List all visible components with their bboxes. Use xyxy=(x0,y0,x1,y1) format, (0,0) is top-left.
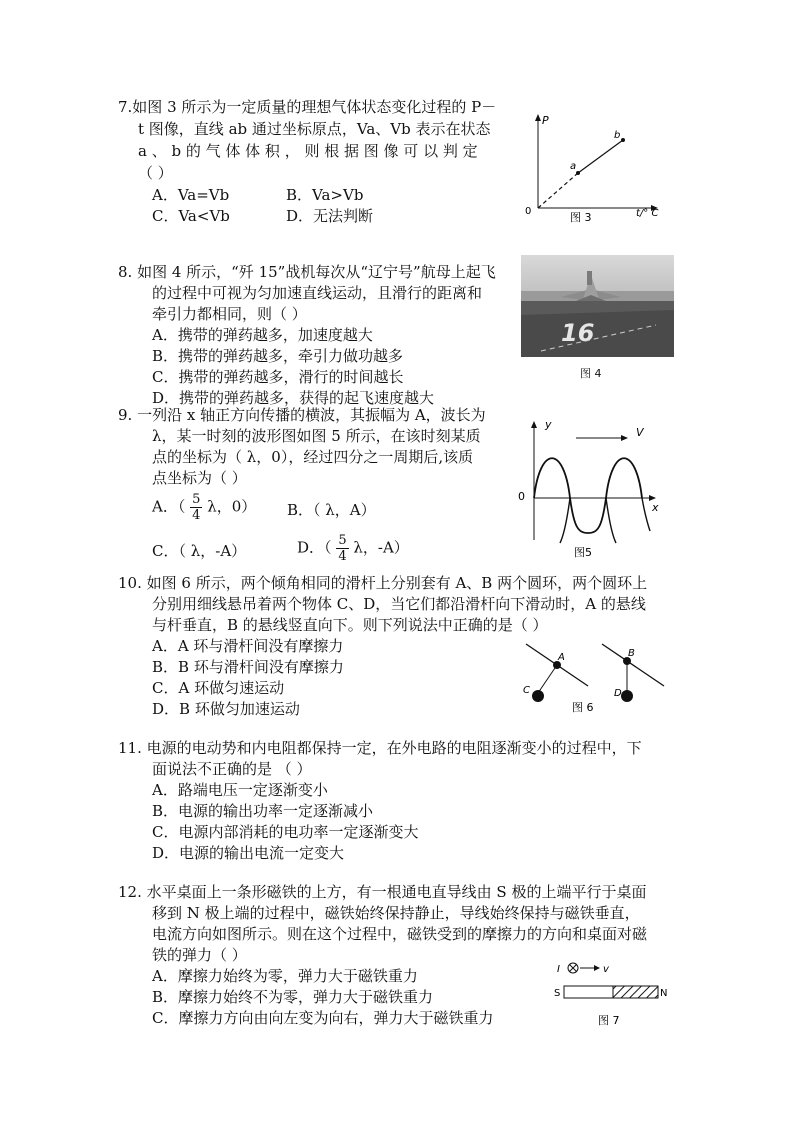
ring-b-label: B xyxy=(628,648,635,659)
fraction-5-over-4: $\frac{5}{4}$ xyxy=(192,492,201,523)
q11-option-a: A．路端电压一定逐渐变小 xyxy=(152,781,328,799)
q12-line-3: 电流方向如图所示。则在这个过程中，磁铁受到的摩擦力的方向和桌面对磁 xyxy=(152,925,648,943)
origin-label: 0 xyxy=(525,206,532,217)
q7-option-d: D．无法判断 xyxy=(286,207,374,225)
deck-number-marking: 16 xyxy=(561,319,595,347)
q11-line-1: 11. 电源的电动势和内电阻都保持一定，在外电路的电阻逐渐变小的过程中，下 xyxy=(118,739,642,757)
point-a xyxy=(576,171,580,175)
fraction-5-over-4: $\frac{5}{4}$ xyxy=(338,533,347,564)
figure-6-sliding-rings xyxy=(520,638,670,718)
magnet-n-half xyxy=(613,986,658,998)
q8-line-1: 8. 如图 4 所示，“歼 15”战机每次从“辽宁号”航母上起飞 xyxy=(118,263,496,281)
object-d xyxy=(621,690,633,702)
q10-option-b: B．B 环与滑杆间没有摩擦力 xyxy=(152,658,344,676)
current-label: I xyxy=(557,964,560,975)
figure-3-pt-graph xyxy=(518,110,678,225)
q8-line-3: 牵引力都相同，则（ ） xyxy=(152,305,307,323)
q11-option-c: C．电源内部消耗的电功率一定逐渐变大 xyxy=(152,823,419,841)
p-axis-label: P xyxy=(542,114,549,127)
q10-line-2: 分别用细线悬吊着两个物体 C、D，当它们都沿滑杆向下滑动时，A 的悬线 xyxy=(152,595,646,613)
q9-option-a: A．（ $\frac{5}{4}$ λ，0） xyxy=(152,492,257,523)
q12-line-2: 移到 N 极上端的过程中，磁铁始终保持静止，导线始终保持与磁铁垂直， xyxy=(152,904,640,922)
x-axis-label: x xyxy=(652,501,659,514)
q9-line-2: λ，某一时刻的波形图如图 5 所示，在该时刻某质 xyxy=(152,427,481,445)
object-d-label: D xyxy=(614,688,622,699)
q9-line-1: 9. 一列沿 x 轴正方向传播的横波，其振幅为 A，波长为 xyxy=(118,406,486,424)
p-axis-arrow xyxy=(535,114,541,121)
q12-option-a: A．摩擦力始终为零，弹力大于磁铁重力 xyxy=(152,967,418,985)
q7-line-4: （ ） xyxy=(138,164,173,182)
figure-7-caption: 图 7 xyxy=(598,1014,620,1027)
figure-6-caption: 图 6 xyxy=(572,701,594,714)
q9-option-c: C．（ λ，-A） xyxy=(152,542,247,560)
q10-option-a: A．A 环与滑杆间没有摩擦力 xyxy=(152,637,344,655)
q11-option-d: D．电源的输出电流一定变大 xyxy=(152,844,345,862)
q8-line-2: 的过程中可视为匀加速直线运动，且滑行的距离和 xyxy=(152,284,483,302)
q8-option-c: C．携带的弹药越多，滑行的时间越长 xyxy=(152,368,404,386)
point-b-label: b xyxy=(614,130,621,141)
thread-a xyxy=(538,665,557,693)
magnet-s-half xyxy=(564,986,613,998)
q12-line-4: 铁的弹力（ ） xyxy=(152,946,247,964)
figure-5-caption: 图5 xyxy=(574,546,592,559)
velocity-label: v xyxy=(603,964,609,975)
q9-line-4: 点坐标为（ ） xyxy=(152,469,247,487)
q9-option-d: D．（ $\frac{5}{4}$ λ，-A） xyxy=(297,533,409,564)
q12-option-b: B．摩擦力始终不为零，弹力大于磁铁重力 xyxy=(152,988,434,1006)
q8-option-d: D．携带的弹药越多，获得的起飞速度越大 xyxy=(152,389,435,407)
y-axis-arrow xyxy=(531,421,537,428)
q7-option-b: B．Va>Vb xyxy=(286,186,364,204)
q12-line-1: 12. 水平桌面上一条形磁铁的上方，有一根通电直导线由 S 极的上端平行于桌面 xyxy=(118,883,647,901)
q10-line-1: 10. 如图 6 所示，两个倾角相同的滑杆上分别套有 A、B 两个圆环，两个圆环上 xyxy=(118,574,648,592)
point-a-label: a xyxy=(570,161,577,172)
q9-line-3: 点的坐标为（ λ，0），经过四分之一周期后,该质 xyxy=(152,448,474,466)
n-pole-label: N xyxy=(660,988,668,999)
q8-option-b: B．携带的弹药越多，牵引力做功越多 xyxy=(152,347,404,365)
q10-line-3: 与杆垂直，B 的悬线竖直向下。则下列说法中正确的是（ ） xyxy=(152,616,548,634)
q7-option-c: C．Va<Vb xyxy=(152,207,230,225)
figure-4-carrier-photo xyxy=(521,255,674,357)
point-b xyxy=(621,138,625,142)
extrapolated-dashed-line xyxy=(538,173,578,208)
q11-option-b: B．电源的输出功率一定逐渐减小 xyxy=(152,802,374,820)
figure-5-wave-graph xyxy=(512,415,672,560)
y-axis-label: y xyxy=(545,418,552,431)
q11-line-2: 面说法不正确的是 （ ） xyxy=(152,760,312,778)
object-c-label: C xyxy=(523,685,530,696)
object-c xyxy=(532,690,544,702)
q7-line-1: 7.如图 3 所示为一定质量的理想气体状态变化过程的 P－ xyxy=(118,98,497,116)
figure-7-magnet-wire xyxy=(552,956,672,1031)
q12-option-c: C．摩擦力方向由向左变为向右，弹力大于磁铁重力 xyxy=(152,1009,494,1027)
s-pole-label: S xyxy=(554,988,561,999)
q7-line-3: a 、 b 的 气 体 体 积 ， 则 根 据 图 像 可 以 判 定 xyxy=(138,142,478,160)
q10-option-c: C．A 环做匀速运动 xyxy=(152,679,285,697)
q7-option-a: A．Va=Vb xyxy=(152,186,230,204)
figure-3-caption: 图 3 xyxy=(570,211,592,224)
q7-line-2: t 图像，直线 ab 通过坐标原点，Va、Vb 表示在状态 xyxy=(138,120,491,138)
velocity-label: V xyxy=(636,426,644,439)
q8-option-a: A．携带的弹药越多，加速度越大 xyxy=(152,326,373,344)
figure-4-caption: 图 4 xyxy=(580,367,602,380)
origin-label: 0 xyxy=(518,490,525,503)
q9-option-b: B．（ λ，A） xyxy=(287,501,376,519)
line-ab xyxy=(578,140,623,173)
waveform xyxy=(534,458,642,533)
q10-option-d: D．B 环做匀加速运动 xyxy=(152,700,300,718)
t-axis-label: t/° C xyxy=(636,208,659,219)
ring-a-label: A xyxy=(558,652,565,663)
